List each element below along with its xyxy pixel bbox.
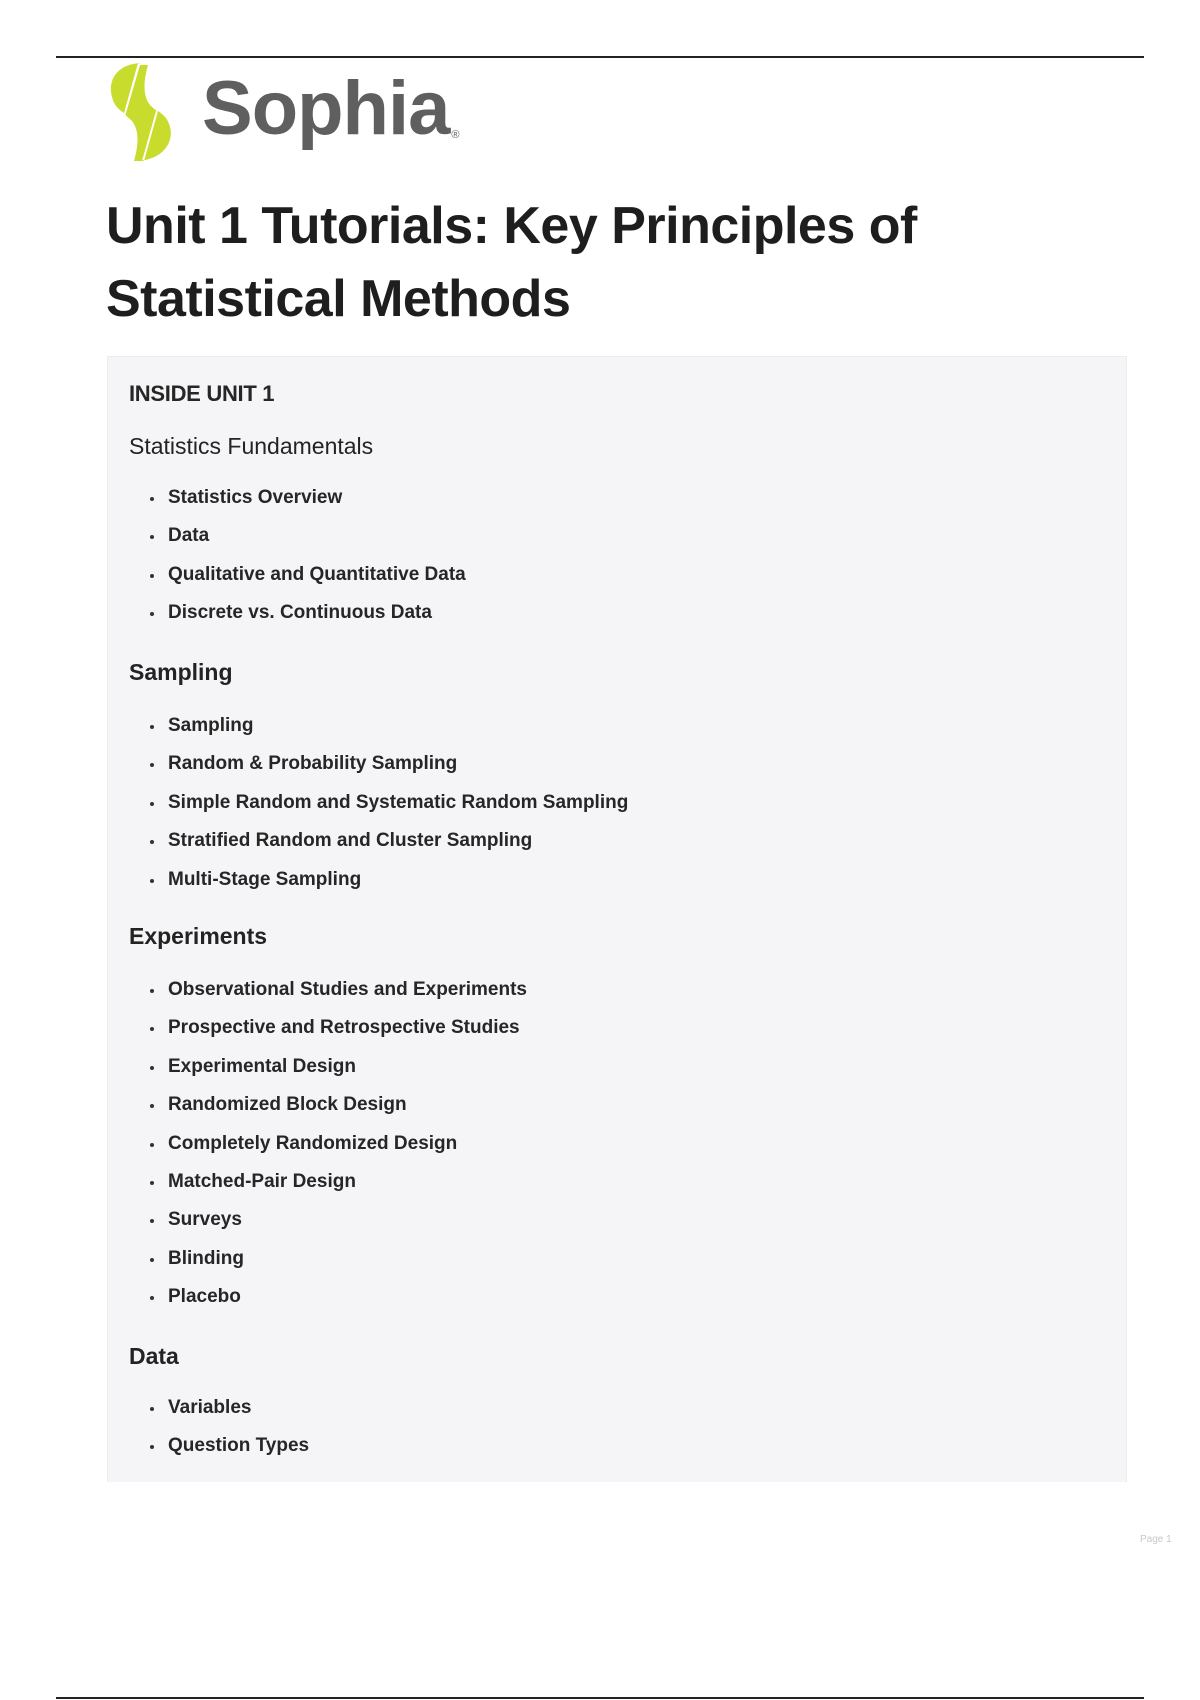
topic-label: Statistics Overview [168,487,343,508]
topic-link[interactable] [148,556,466,594]
topic-link[interactable] [148,1086,527,1124]
topic-list-data [148,1389,309,1466]
bullet-icon [150,574,154,578]
topic-list-sampling [148,707,628,899]
topic-link[interactable] [148,1240,527,1278]
topic-label: Discrete vs. Continuous Data [168,602,432,624]
bullet-icon [150,989,154,993]
topic-label: Experimental Design [168,1055,356,1077]
bullet-icon [150,1066,154,1070]
footer-rule [56,1697,1144,1699]
topic-link[interactable] [148,745,628,783]
topic-label: Surveys [168,1209,242,1231]
bullet-icon [150,535,154,539]
page-number: Page 1 [1140,1534,1172,1545]
topic-label: Simple Random and Systematic Random Sampling [168,791,629,813]
topic-link[interactable] [148,1427,309,1465]
topic-label: Data [168,525,210,547]
section-heading-sampling: Sampling [129,659,233,685]
bullet-icon [150,1445,154,1449]
section-heading-experiments: Experiments [129,923,268,949]
topic-link[interactable] [148,971,527,1009]
topic-link[interactable] [148,784,628,822]
topic-label: Placebo [168,1286,241,1308]
topic-label: Sampling [168,715,254,736]
topic-label: Completely Randomized Design [168,1132,458,1154]
document-title: Unit 1 Tutorials: Key Principles of Statistical Methods [106,197,917,328]
topic-link[interactable] [148,1389,309,1427]
topic-link[interactable] [148,707,628,745]
sophia-logo-icon [104,61,180,165]
topic-list-experiments [148,971,527,1317]
topic-label: Matched-Pair Design [168,1170,356,1192]
bullet-icon [150,725,154,729]
bullet-icon [150,1143,154,1147]
bullet-icon [150,1181,154,1185]
bullet-icon [150,1296,154,1300]
topic-label: Stratified Random and Cluster Sampling [168,830,533,852]
bullet-icon [150,1407,154,1411]
topic-label: Blinding [168,1247,244,1269]
bullet-icon [150,763,154,767]
topic-link[interactable] [148,861,628,899]
topic-label: Variables [168,1397,252,1418]
topic-link[interactable] [148,517,466,555]
topic-link[interactable] [148,1125,527,1163]
sophia-logo [104,58,459,168]
topic-label: Randomized Block Design [168,1094,407,1116]
topic-link[interactable] [148,1278,527,1316]
bullet-icon [150,879,154,883]
topic-label: Question Types [168,1435,310,1457]
topic-link[interactable] [148,822,628,860]
section-heading-statistics-fundamentals: Statistics Fundamentals [129,433,374,459]
registered-mark: ® [451,129,460,141]
topic-link[interactable] [148,1009,527,1047]
bullet-icon [150,1104,154,1108]
topic-label: Observational Studies and Experiments [168,979,527,1000]
topic-link[interactable] [148,1201,527,1239]
topic-label: Multi-Stage Sampling [168,868,362,890]
inside-unit-label: INSIDE UNIT 1 [129,381,275,406]
section-heading-data: Data [129,1343,179,1369]
topic-label: Qualitative and Quantitative Data [168,563,466,585]
bullet-icon [150,802,154,806]
topic-link[interactable] [148,1048,527,1086]
sophia-wordmark: Sophia [202,66,450,151]
unit-contents-panel [107,356,1127,1482]
bullet-icon [150,497,154,501]
bullet-icon [150,1027,154,1031]
bullet-icon [150,840,154,844]
topic-link[interactable] [148,594,466,632]
topic-link[interactable] [148,479,466,517]
topic-link[interactable] [148,1163,527,1201]
topic-label: Random & Probability Sampling [168,753,458,775]
bullet-icon [150,1258,154,1262]
bullet-icon [150,1219,154,1223]
topic-list-statistics-fundamentals [148,479,466,633]
bullet-icon [150,612,154,616]
topic-label: Prospective and Retrospective Studies [168,1017,520,1039]
